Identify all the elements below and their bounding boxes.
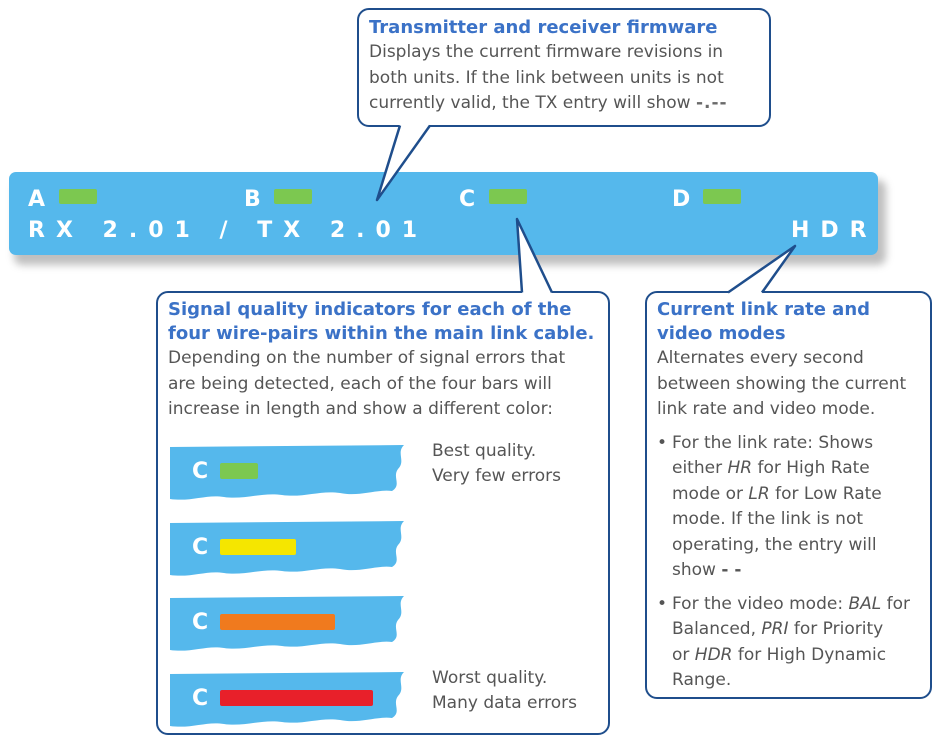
rate-callout-title <box>657 298 922 346</box>
signal-quality-callout <box>156 291 610 735</box>
bullet-dot: • <box>657 593 668 614</box>
firmware-callout-title: Transmitter and receiver firmware <box>369 17 718 38</box>
signal-body-line: are being detected, each of the four bars will <box>168 373 552 394</box>
pair-d-quality-bar <box>703 189 741 204</box>
signal-title-line: four wire-pairs within the main link cable. <box>168 323 595 344</box>
rate-title-line: Current link rate and <box>657 299 871 320</box>
link-rate-callout <box>645 291 932 699</box>
sample-quality-bar <box>220 690 373 706</box>
quality-sample-strip <box>170 594 406 654</box>
firmware-body-line: currently valid, the TX entry will show <box>369 93 691 113</box>
best-quality-label: Best quality. Very few errors <box>432 441 561 486</box>
rate-body-line: Alternates every second <box>657 348 864 368</box>
pair-c-quality-bar <box>489 189 527 204</box>
firmware-callout <box>357 8 771 127</box>
pair-a-quality-bar <box>59 189 97 204</box>
tx-invalid-dashes: -.-- <box>695 93 728 113</box>
firmware-callout-body <box>369 40 757 117</box>
rate-body-line: between showing the current <box>657 373 907 394</box>
signal-callout-title <box>168 298 598 346</box>
signal-title-line: Signal quality indicators for each of the <box>168 299 572 320</box>
sample-pair-letter: C <box>192 686 209 711</box>
sample-pair-letter: C <box>192 610 209 635</box>
pair-label-c: C <box>459 187 476 212</box>
mode-readout: HDR <box>791 218 878 243</box>
sample-quality-bar <box>220 463 258 479</box>
rate-body-line: link rate and video mode. <box>657 399 876 419</box>
quality-sample-strip <box>170 670 406 730</box>
signal-body-line: Depending on the number of signal errors that <box>168 348 566 368</box>
sample-pair-letter: C <box>192 459 209 484</box>
sample-quality-bar <box>220 614 335 630</box>
sample-quality-bar <box>220 539 296 555</box>
front-panel-display <box>9 172 878 255</box>
signal-body-line: increase in length and show a different color: <box>168 399 553 419</box>
rate-title-line: video modes <box>657 323 786 344</box>
pair-b-quality-bar <box>274 189 312 204</box>
bullet-dot: • <box>657 432 668 453</box>
rate-bullet-item: • For the video mode: BAL for Balanced, PRI for Priority or HDR for High Dynamic Range. <box>657 593 910 690</box>
pair-label-b: B <box>244 187 261 212</box>
firmware-body-line: Displays the current firmware revisions in <box>369 42 724 62</box>
rate-callout-body <box>657 346 922 423</box>
quality-sample-strip <box>170 443 406 503</box>
rate-bullet-list <box>657 431 922 694</box>
sample-pair-letter: C <box>192 535 209 560</box>
worst-quality-label: Worst quality. Many data errors <box>432 668 578 713</box>
firmware-readout: RX 2.01 / TX 2.01 <box>28 218 429 243</box>
signal-callout-body <box>168 346 598 423</box>
firmware-body-line: both units. If the link between units is not <box>369 67 724 88</box>
quality-sample-strip <box>170 519 406 579</box>
rate-bullet-item: • For the link rate: Shows either HR for High Rate mode or LR for Low Rate mode. If the link is not operating, the entry will show - - <box>657 432 882 580</box>
pair-label-a: A <box>28 187 46 212</box>
pair-label-d: D <box>672 187 691 212</box>
